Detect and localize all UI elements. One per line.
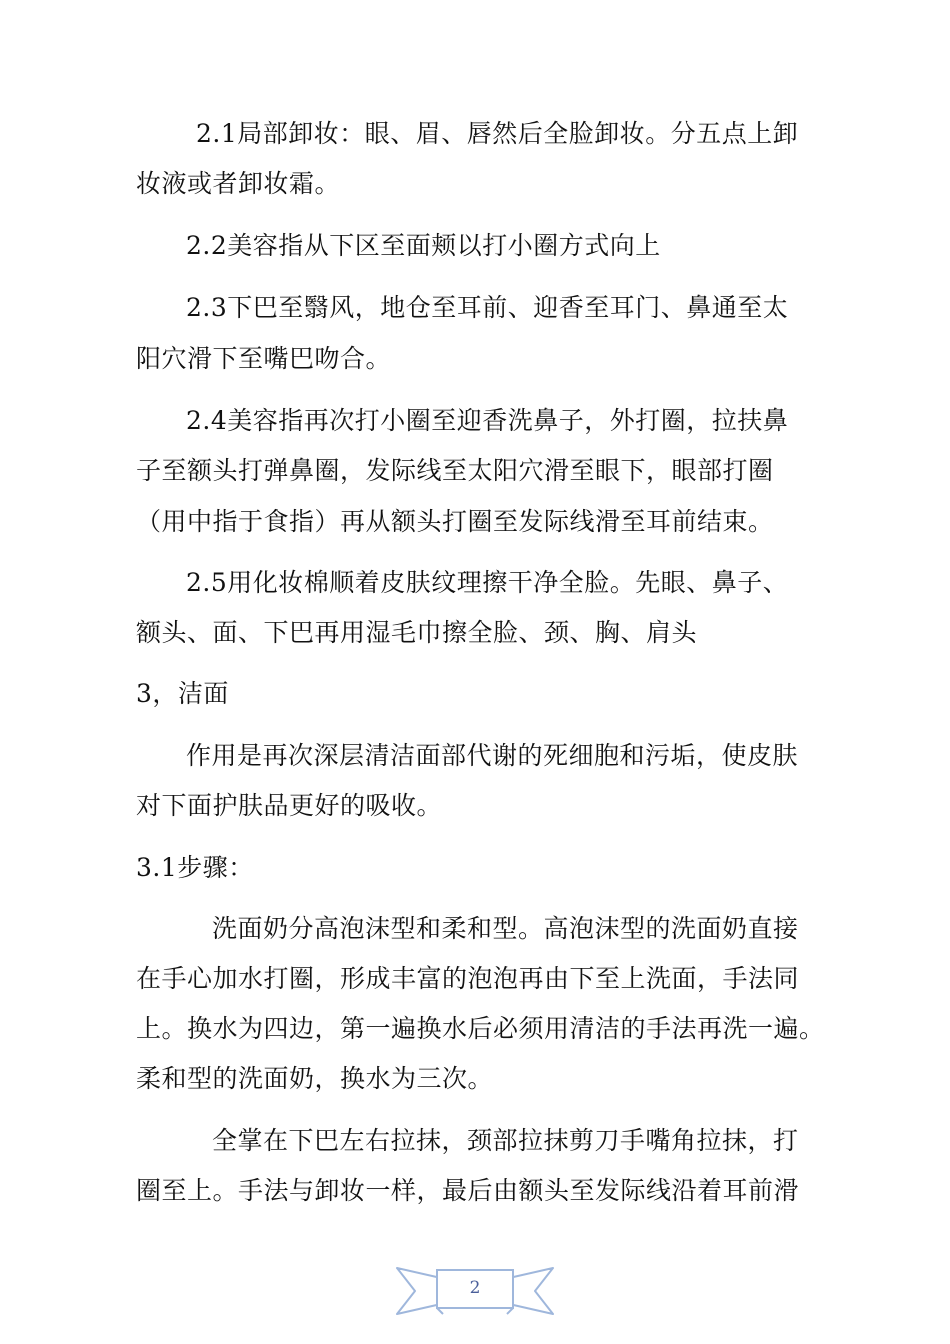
paragraph-line: 对下面护肤品更好的吸收。 bbox=[136, 791, 443, 820]
paragraph-line: 圈至上。手法与卸妆一样，最后由额头至发际线沿着耳前滑 bbox=[136, 1176, 800, 1205]
paragraph-line: 2.4美容指再次打小圈至迎香洗鼻子，外打圈，拉扶鼻 bbox=[186, 406, 789, 435]
paragraph-line: 2.3下巴至翳风，地仓至耳前、迎香至耳门、鼻通至太 bbox=[186, 293, 789, 322]
paragraph-line: 全掌在下巴左右拉抹，颈部拉抹剪刀手嘴角拉抹，打 bbox=[212, 1126, 799, 1155]
paragraph-line: 柔和型的洗面奶，换水为三次。 bbox=[136, 1064, 494, 1093]
paragraph-line: 阳穴滑下至嘴巴吻合。 bbox=[136, 344, 392, 373]
paragraph-line: 子至额头打弹鼻圈，发际线至太阳穴滑至眼下，眼部打圈 bbox=[136, 456, 774, 485]
paragraph-line: 妆液或者卸妆霜。 bbox=[136, 169, 341, 198]
paragraph-line: 洗面奶分高泡沫型和柔和型。高泡沫型的洗面奶直接 bbox=[212, 914, 799, 943]
paragraph-line: 额头、面、下巴再用湿毛巾擦全脸、颈、胸、肩头 bbox=[136, 618, 698, 647]
page-footer bbox=[393, 1262, 557, 1318]
paragraph-line: 2.2美容指从下区至面颊以打小圈方式向上 bbox=[186, 231, 661, 260]
paragraph-line: （用中指于食指）再从额头打圈至发际线滑至耳前结束。 bbox=[136, 507, 774, 536]
paragraph-line: 2.1局部卸妆：眼、眉、唇然后全脸卸妆。分五点上卸 bbox=[196, 119, 799, 148]
page-number: 2 bbox=[469, 1278, 481, 1298]
paragraph-line: 2.5用化妆棉顺着皮肤纹理擦干净全脸。先眼、鼻子、 bbox=[186, 568, 789, 597]
paragraph-line: 上。换水为四边，第一遍换水后必须用清洁的手法再洗一遍。 bbox=[136, 1014, 825, 1043]
paragraph-line: 在手心加水打圈，形成丰富的泡泡再由下至上洗面，手法同 bbox=[136, 964, 800, 993]
subsection-heading: 3.1步骤： bbox=[136, 853, 254, 882]
section-heading: 3，洁面 bbox=[136, 679, 229, 708]
paragraph-line: 作用是再次深层清洁面部代谢的死细胞和污垢，使皮肤 bbox=[186, 741, 799, 770]
